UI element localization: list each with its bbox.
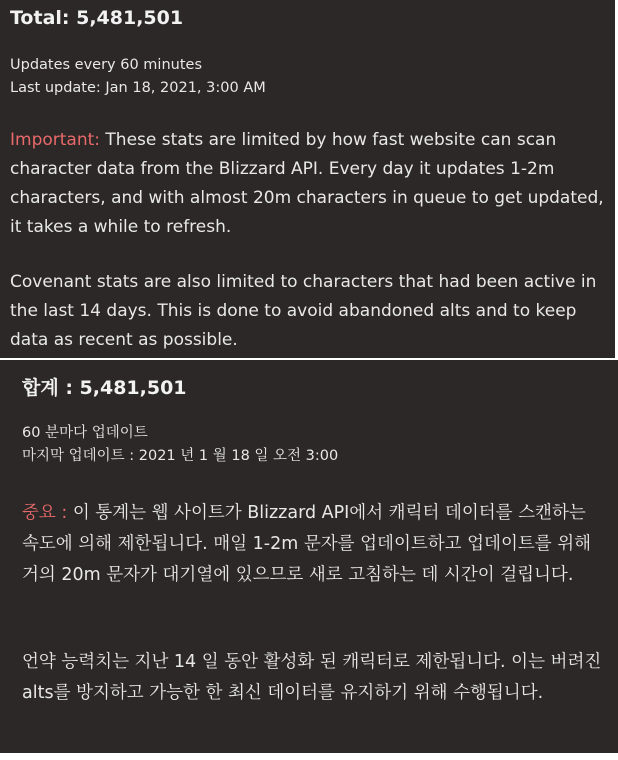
update-info-korean xyxy=(22,422,338,468)
update-info xyxy=(10,54,266,100)
important-text-korean: 이 통계는 웹 사이트가 Blizzard API에서 캐릭터 데이터를 스캔하는 속도에 의해 제한됩니다. 매일 1-2m 문자를 업데이트하고 업데이트를 위해 거의 20m 문자가 대기열에 있으므로 새로 고침하는 데 시간이 걸립니다. xyxy=(22,503,592,585)
important-label: Important: xyxy=(10,130,101,150)
important-label-korean: 중요 : xyxy=(22,503,68,523)
stats-panel-korean xyxy=(0,360,618,753)
update-frequency: Updates every 60 minutes xyxy=(10,57,203,73)
update-frequency-korean: 60 분마다 업데이트 xyxy=(22,425,148,441)
total-count: Total: 5,481,501 xyxy=(10,7,184,29)
last-update-korean: 마지막 업데이트 : 2021 년 1 월 18 일 오전 3:00 xyxy=(22,448,339,464)
covenant-notice-korean: 언약 능력치는 지난 14 일 동안 활성화 된 캐릭터로 제한됩니다. 이는 버려진 alts를 방지하고 가능한 한 최신 데이터를 유지하기 위해 수행됩니다. xyxy=(22,652,602,703)
important-text: These stats are limited by how fast website can scan character data from the Blizzard API. Every day it updates 1-2m characters, and with almost 20m characters in queue to get updated, it takes a while to refresh. xyxy=(10,130,604,237)
important-notice-korean xyxy=(22,498,602,591)
stats-panel-english xyxy=(0,0,615,358)
covenant-notice: Covenant stats are also limited to characters that had been active in the last 14 days. This is done to avoid abandoned alts and to keep data as recent as possible. xyxy=(10,272,597,350)
last-update: Last update: Jan 18, 2021, 3:00 AM xyxy=(10,80,266,96)
total-count-korean: 합계 : 5,481,501 xyxy=(22,377,187,399)
important-notice xyxy=(10,126,610,242)
